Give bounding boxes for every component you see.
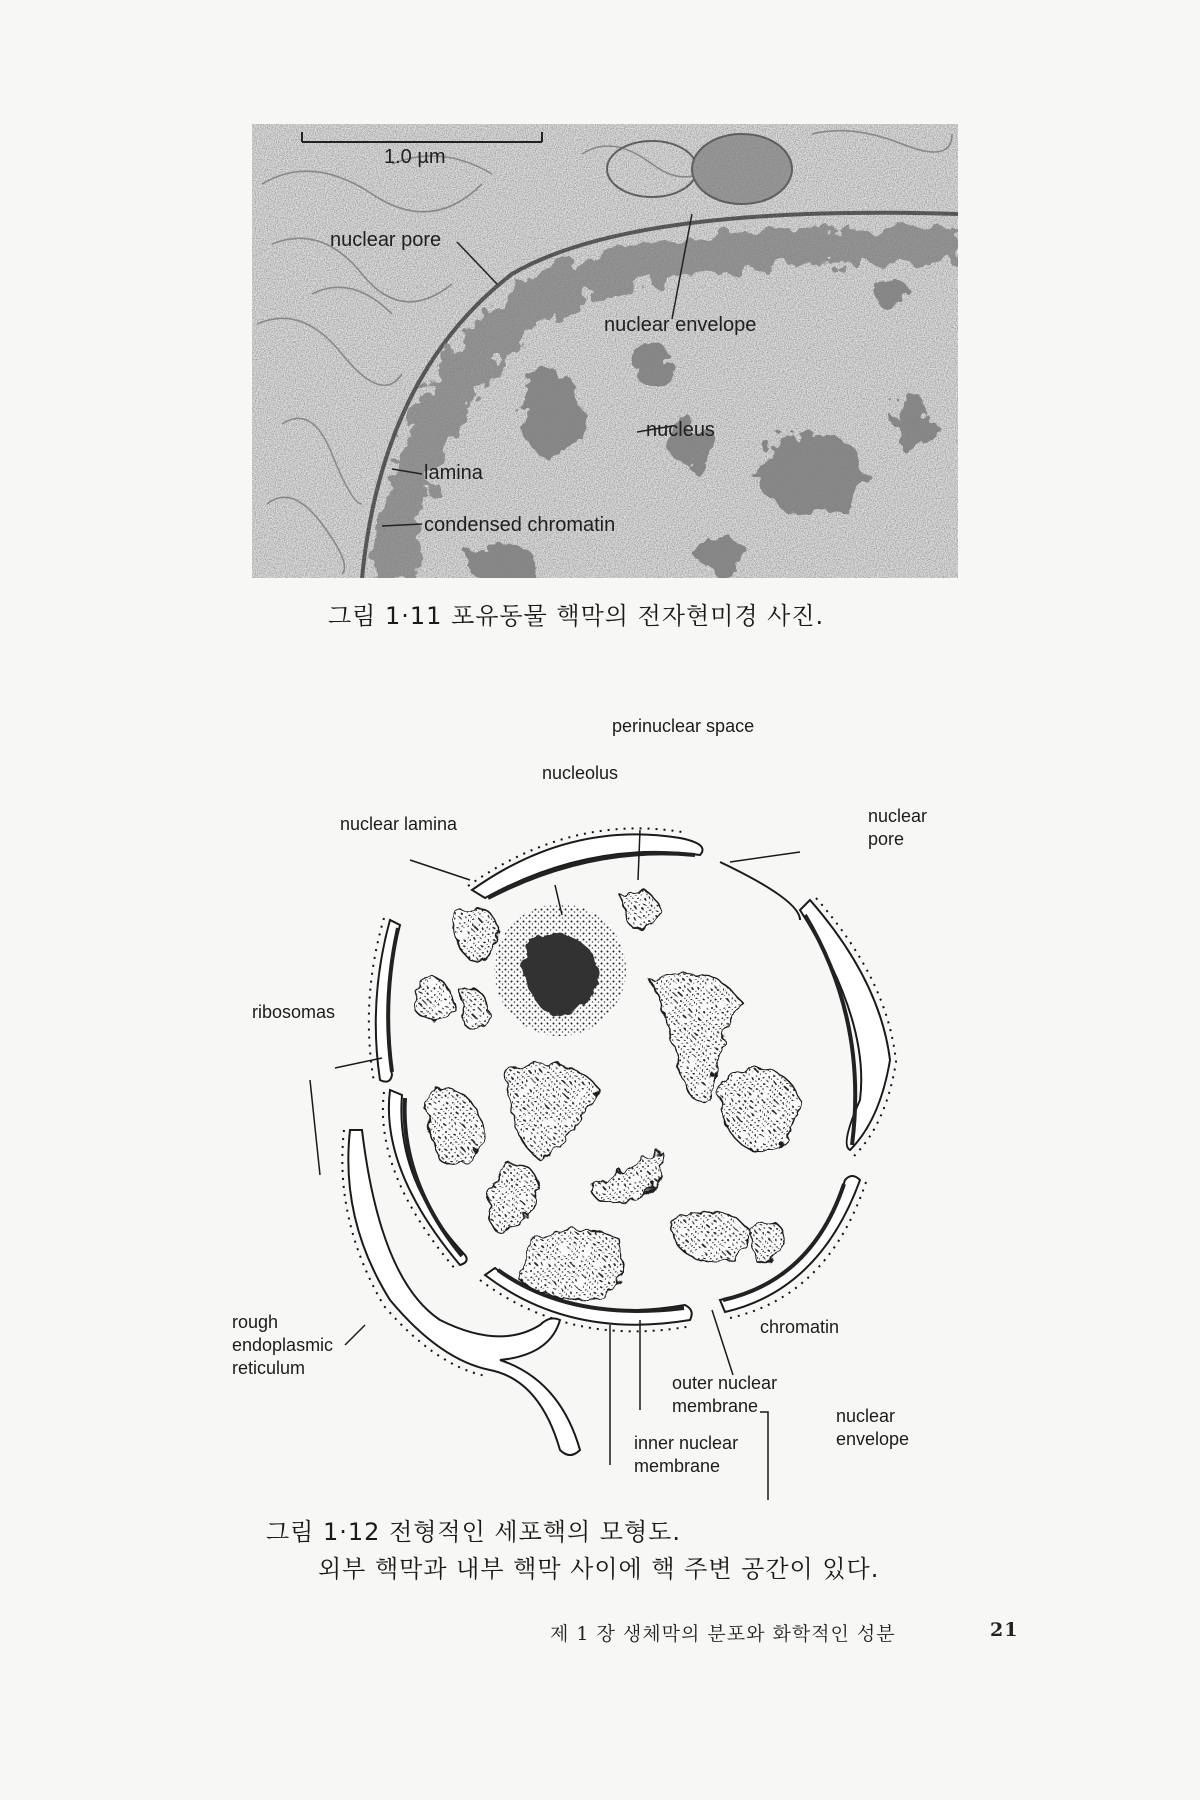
figure-1-11-caption: 그림 1·11 포유동물 핵막의 전자현미경 사진. <box>328 602 825 630</box>
nuclear-pore-label: nuclear pore <box>330 229 442 251</box>
ribosomes-label: ribosomas <box>252 1002 336 1022</box>
scale-bar-label: 1.0 µm <box>384 146 446 168</box>
figure-1-12-caption-line2: 외부 핵막과 내부 핵막 사이에 핵 주변 공간이 있다. <box>318 1555 880 1583</box>
inner-nuclear-membrane-label-2: membrane <box>634 1456 721 1476</box>
outer-nuclear-membrane-label-2: membrane <box>672 1396 759 1416</box>
rough-er-label-2: endoplasmic <box>232 1335 334 1355</box>
page-number: 21 <box>990 1619 1019 1641</box>
nuclear-envelope-label: nuclear envelope <box>604 314 757 336</box>
rough-er-label-3: reticulum <box>232 1358 306 1378</box>
nuclear-pore-label-1: nuclear <box>868 806 928 826</box>
chromatin-label: chromatin <box>760 1317 840 1337</box>
perinuclear-space-label: perinuclear space <box>612 716 755 736</box>
rough-er-label-1: rough <box>232 1312 279 1332</box>
nucleolus-label: nucleolus <box>542 763 619 783</box>
outer-nuclear-membrane-label-1: outer nuclear <box>672 1373 778 1393</box>
nucleus-diagram <box>240 800 960 1500</box>
chapter-footer: 제 1 장 생체막의 분포와 화학적인 성분 <box>550 1623 896 1645</box>
nucleus-label: nucleus <box>646 419 715 441</box>
condensed-chromatin-label: condensed chromatin <box>424 514 616 536</box>
nuclear-envelope-label-2: envelope <box>836 1429 910 1449</box>
inner-nuclear-membrane-label-1: inner nuclear <box>634 1433 739 1453</box>
lamina-label: lamina <box>424 462 483 484</box>
nuclear-pore-label-2: pore <box>868 829 905 849</box>
electron-micrograph <box>252 124 958 578</box>
nuclear-lamina-label: nuclear lamina <box>340 814 458 834</box>
figure-1-12-caption-line1: 그림 1·12 전형적인 세포핵의 모형도. <box>266 1518 681 1546</box>
micrograph-image <box>252 124 958 578</box>
nuclear-envelope-label-1: nuclear <box>836 1406 896 1426</box>
